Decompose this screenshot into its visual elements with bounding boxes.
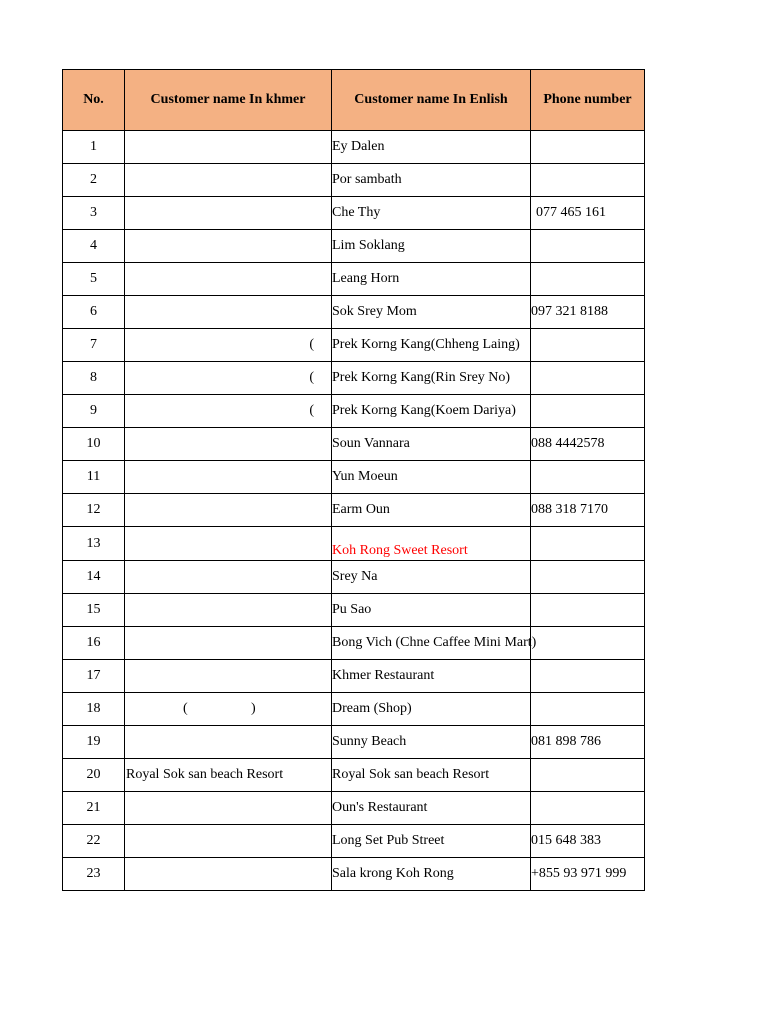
khmer-name <box>125 635 126 650</box>
table-row <box>63 461 645 494</box>
row-number: 12 <box>63 494 125 527</box>
table-header <box>63 70 645 131</box>
phone-number <box>531 230 645 263</box>
khmer-name <box>125 536 126 551</box>
phone-number <box>531 164 645 197</box>
row-number: 8 <box>63 362 125 395</box>
phone-number <box>531 759 645 792</box>
english-name: Lim Soklang <box>332 230 531 263</box>
khmer-name <box>125 238 126 253</box>
khmer-name <box>125 866 126 881</box>
phone-number <box>531 627 645 660</box>
khmer-name <box>125 436 126 451</box>
table-row <box>63 561 645 594</box>
row-number: 7 <box>63 329 125 362</box>
english-name: Earm Oun <box>332 494 531 527</box>
phone-number: 088 318 7170 <box>531 494 645 527</box>
phone-number <box>531 362 645 395</box>
table-row <box>63 693 645 726</box>
english-name: Dream (Shop) <box>332 693 531 726</box>
row-number: 23 <box>63 858 125 891</box>
khmer-name-cell <box>125 461 332 494</box>
english-name: Soun Vannara <box>332 428 531 461</box>
khmer-name-cell <box>125 395 332 428</box>
khmer-name <box>125 668 126 683</box>
header-phone-number: Phone number <box>531 70 645 131</box>
khmer-name-cell <box>125 164 332 197</box>
table-row <box>63 296 645 329</box>
row-number: 18 <box>63 693 125 726</box>
english-name: Sok Srey Mom <box>332 296 531 329</box>
row-number: 15 <box>63 594 125 627</box>
phone-number <box>531 660 645 693</box>
english-name: Bong Vich (Chne Caffee Mini Mart) <box>332 627 531 660</box>
phone-number <box>531 461 645 494</box>
khmer-name <box>125 205 126 220</box>
khmer-name-cell <box>125 362 332 395</box>
english-name: Yun Moeun <box>332 461 531 494</box>
row-number: 9 <box>63 395 125 428</box>
khmer-name: ( <box>309 403 314 418</box>
close-paren: ) <box>251 701 256 716</box>
row-number: 16 <box>63 627 125 660</box>
english-name: Srey Na <box>332 561 531 594</box>
khmer-name-cell <box>125 263 332 296</box>
khmer-name-cell <box>125 561 332 594</box>
customer-table <box>62 69 645 891</box>
khmer-name <box>125 304 126 319</box>
khmer-name <box>125 502 126 517</box>
table-row <box>63 627 645 660</box>
english-name: Oun's Restaurant <box>332 792 531 825</box>
table-row <box>63 660 645 693</box>
table-row <box>63 527 645 561</box>
phone-number <box>531 395 645 428</box>
khmer-name-cell <box>125 693 332 726</box>
english-name: Prek Korng Kang(Chheng Laing) <box>332 329 531 362</box>
khmer-name-cell <box>125 858 332 891</box>
khmer-name-cell <box>125 230 332 263</box>
khmer-name <box>125 469 126 484</box>
header-khmer-name: Customer name In khmer <box>125 70 332 131</box>
khmer-name-cell <box>125 627 332 660</box>
english-name: Royal Sok san beach Resort <box>332 759 531 792</box>
row-number: 4 <box>63 230 125 263</box>
khmer-name: ( <box>309 370 314 385</box>
khmer-name <box>125 734 126 749</box>
row-number: 6 <box>63 296 125 329</box>
khmer-name-cell <box>125 660 332 693</box>
khmer-name-cell <box>125 131 332 164</box>
khmer-name-cell <box>125 296 332 329</box>
khmer-name-cell <box>125 726 332 759</box>
table-row <box>63 131 645 164</box>
row-number: 10 <box>63 428 125 461</box>
english-name: Ey Dalen <box>332 131 531 164</box>
table-row <box>63 494 645 527</box>
table-row <box>63 594 645 627</box>
english-name: Pu Sao <box>332 594 531 627</box>
phone-number <box>531 594 645 627</box>
english-name: Long Set Pub Street <box>332 825 531 858</box>
phone-number <box>531 329 645 362</box>
khmer-name-cell <box>125 197 332 230</box>
phone-number: 097 321 8188 <box>531 296 645 329</box>
table-row <box>63 428 645 461</box>
phone-number: 088 4442578 <box>531 428 645 461</box>
header-no: No. <box>63 70 125 131</box>
row-number: 20 <box>63 759 125 792</box>
table-row <box>63 858 645 891</box>
phone-number <box>531 693 645 726</box>
english-name: Sunny Beach <box>332 726 531 759</box>
khmer-name-cell <box>125 594 332 627</box>
khmer-name-cell <box>125 428 332 461</box>
english-name: Sala krong Koh Rong <box>332 858 531 891</box>
header-english-name: Customer name In Enlish <box>332 70 531 131</box>
phone-number <box>531 792 645 825</box>
phone-number: 081 898 786 <box>531 726 645 759</box>
khmer-name <box>125 800 126 815</box>
khmer-name <box>125 602 126 617</box>
phone-number <box>531 561 645 594</box>
phone-number <box>531 131 645 164</box>
english-name: Prek Korng Kang(Rin Srey No) <box>332 362 531 395</box>
khmer-name: Royal Sok san beach Resort <box>126 767 284 782</box>
khmer-name-cell <box>125 329 332 362</box>
row-number: 11 <box>63 461 125 494</box>
khmer-name <box>125 833 126 848</box>
table-row <box>63 726 645 759</box>
row-number: 21 <box>63 792 125 825</box>
english-name: Che Thy <box>332 197 531 230</box>
english-name: Khmer Restaurant <box>332 660 531 693</box>
row-number: 17 <box>63 660 125 693</box>
phone-number: 077 465 161 <box>531 197 645 230</box>
table-row <box>63 825 645 858</box>
row-number: 22 <box>63 825 125 858</box>
row-number: 14 <box>63 561 125 594</box>
table-row <box>63 792 645 825</box>
row-number: 2 <box>63 164 125 197</box>
khmer-name <box>125 569 126 584</box>
phone-number: +855 93 971 999 <box>531 858 645 891</box>
english-name: Por sambath <box>332 164 531 197</box>
khmer-name-cell <box>125 825 332 858</box>
khmer-name-parentheses <box>183 701 256 717</box>
table-row <box>63 362 645 395</box>
english-name: Prek Korng Kang(Koem Dariya) <box>332 395 531 428</box>
phone-number <box>531 527 645 561</box>
english-name-highlighted: Koh Rong Sweet Resort <box>332 527 531 561</box>
phone-number <box>531 263 645 296</box>
khmer-name-cell <box>125 494 332 527</box>
row-number: 1 <box>63 131 125 164</box>
english-name: Leang Horn <box>332 263 531 296</box>
row-number: 3 <box>63 197 125 230</box>
table-row <box>63 263 645 296</box>
table-row <box>63 759 645 792</box>
khmer-name-cell <box>125 759 332 792</box>
khmer-name <box>125 271 126 286</box>
khmer-name-cell <box>125 527 332 561</box>
table-row <box>63 395 645 428</box>
table-row <box>63 329 645 362</box>
khmer-name-cell <box>125 792 332 825</box>
row-number: 5 <box>63 263 125 296</box>
table-row <box>63 197 645 230</box>
phone-number: 015 648 383 <box>531 825 645 858</box>
khmer-name: ( <box>309 337 314 352</box>
row-number: 19 <box>63 726 125 759</box>
table-row <box>63 230 645 263</box>
khmer-name <box>125 139 126 154</box>
row-number: 13 <box>63 527 125 561</box>
khmer-name <box>125 172 126 187</box>
header-row <box>63 70 645 131</box>
open-paren: ( <box>183 701 188 716</box>
table-row <box>63 164 645 197</box>
